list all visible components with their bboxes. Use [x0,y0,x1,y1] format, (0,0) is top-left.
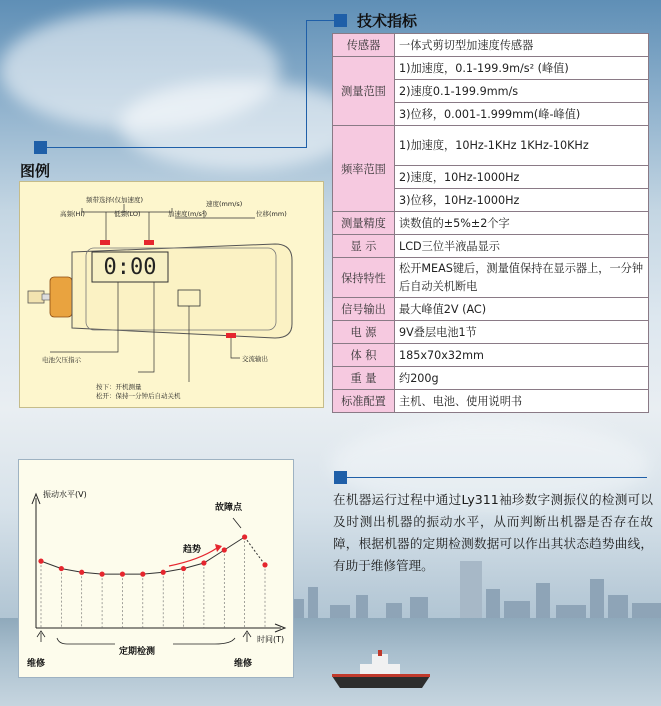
connector-line [40,147,307,148]
spec-table [332,33,649,413]
mode-button[interactable] [144,240,154,245]
probe-pin [42,294,50,300]
section-marker-square [334,471,347,484]
spec-label: 频率范围 [333,126,395,212]
spec-value: 2)速度，10Hz-1000Hz [395,166,649,189]
spec-value: LCD三位半液晶显示 [395,235,649,258]
data-point [59,566,64,571]
spec-label: 保持特性 [333,258,395,298]
spec-value: 读数值的±5%±2个字 [395,212,649,235]
fault-pointer [233,518,241,528]
section-marker-square [34,141,47,154]
label-ac-output: 交流输出 [242,355,268,363]
label-high: 高频(HI) [60,210,85,218]
lcd-readout: 0:00 [103,255,157,280]
label-release: 松开：保持一分钟后自动关机 [96,392,181,400]
spec-row [333,34,649,57]
probe-connector [50,277,72,317]
spec-label: 重 量 [333,367,395,390]
repair-drop-line [245,537,265,565]
spec-value: 9V叠层电池1节 [395,321,649,344]
data-point [161,570,166,575]
label-low: 低频(LO) [114,210,141,218]
spec-value: 主机、电池、使用说明书 [395,390,649,413]
connector-line [306,20,307,147]
spec-label: 显 示 [333,235,395,258]
tugboat-image [330,650,440,690]
probe-tip [28,291,44,303]
spec-value: 1)加速度，10Hz-1KHz 1KHz-10KHz [395,126,649,166]
x-axis-label: 时间(T) [257,635,285,644]
fault-label: 故障点 [215,503,243,513]
spec-label: 传感器 [333,34,395,57]
spec-row [333,390,649,413]
label-velocity: 速度(mm/s) [206,200,243,208]
data-point [120,572,125,577]
legend-title: 图例 [20,162,51,180]
data-point [222,547,227,552]
trend-chart-svg [19,460,295,679]
cloud [120,80,360,170]
spec-label: 信号输出 [333,298,395,321]
spec-label: 电 源 [333,321,395,344]
ac-output-jack [226,333,236,338]
label-displacement: 位移(mm) [256,210,287,218]
spec-row [333,298,649,321]
label-battery: 电池欠压指示 [42,356,81,364]
spec-value: 3)位移，0.001-1.999mm(峰-峰值) [395,103,649,126]
data-point [140,572,145,577]
data-point [38,559,43,564]
periodic-bracket-right [215,638,235,644]
section-marker-square [334,14,347,27]
data-point [201,560,206,565]
spec-label: 测量范围 [333,57,395,126]
spec-value: 185x70x32mm [395,344,649,367]
trend-label: 趋势 [183,545,202,555]
spec-label: 测量精度 [333,212,395,235]
trend-line [41,537,245,574]
maint-right-label: 维修 [234,659,253,669]
periodic-label: 定期检测 [119,647,156,657]
spec-row [333,57,649,80]
spec-row [333,258,649,298]
y-axis-label: 振动水平(V) [43,490,87,499]
data-point [79,570,84,575]
data-point [181,566,186,571]
spec-value: 最大峰值2V (AC) [395,298,649,321]
trend-chart [18,459,294,678]
spec-row [333,367,649,390]
description-text: 在机器运行过程中通过Ly311袖珍数字测振仪的检测可以及时测出机器的振动水平，从而判断出机器是否存在故障，根据机器的定期检测数据可以作出其状态趋势曲线，有助于维修管理。 [333,492,653,573]
trend-arrowhead [215,544,222,552]
spec-value: 1)加速度，0.1-199.9m/s² (峰值) [395,57,649,80]
label-band-select: 频带选择(仅加速度) [86,196,144,204]
spec-row [333,126,649,166]
spec-value: 3)位移，10Hz-1000Hz [395,189,649,212]
spec-value: 松开MEAS键后，测量值保持在显示器上，一分钟后自动关机断电 [395,258,649,298]
spec-value: 约200g [395,367,649,390]
periodic-bracket-left [57,638,67,644]
spec-title: 技术指标 [357,12,418,30]
spec-row [333,321,649,344]
spec-value: 2)速度0.1-199.9mm/s [395,80,649,103]
band-select-button[interactable] [100,240,110,245]
device-drawing [20,182,325,409]
section-rule [347,477,647,478]
spec-row [333,344,649,367]
spec-row [333,212,649,235]
spec-value: 一体式剪切型加速度传感器 [395,34,649,57]
meas-button[interactable] [178,290,200,306]
data-point [242,534,247,539]
spec-label: 体 积 [333,344,395,367]
maint-left-label: 维修 [27,659,46,669]
device-legend-diagram [19,181,324,408]
label-press: 按下：开机测量 [96,383,142,391]
spec-label: 标准配置 [333,390,395,413]
section-rule [306,20,334,21]
data-point [99,572,104,577]
data-point [262,562,267,567]
spec-row [333,235,649,258]
label-acceleration: 加速度(m/s²) [168,210,208,218]
